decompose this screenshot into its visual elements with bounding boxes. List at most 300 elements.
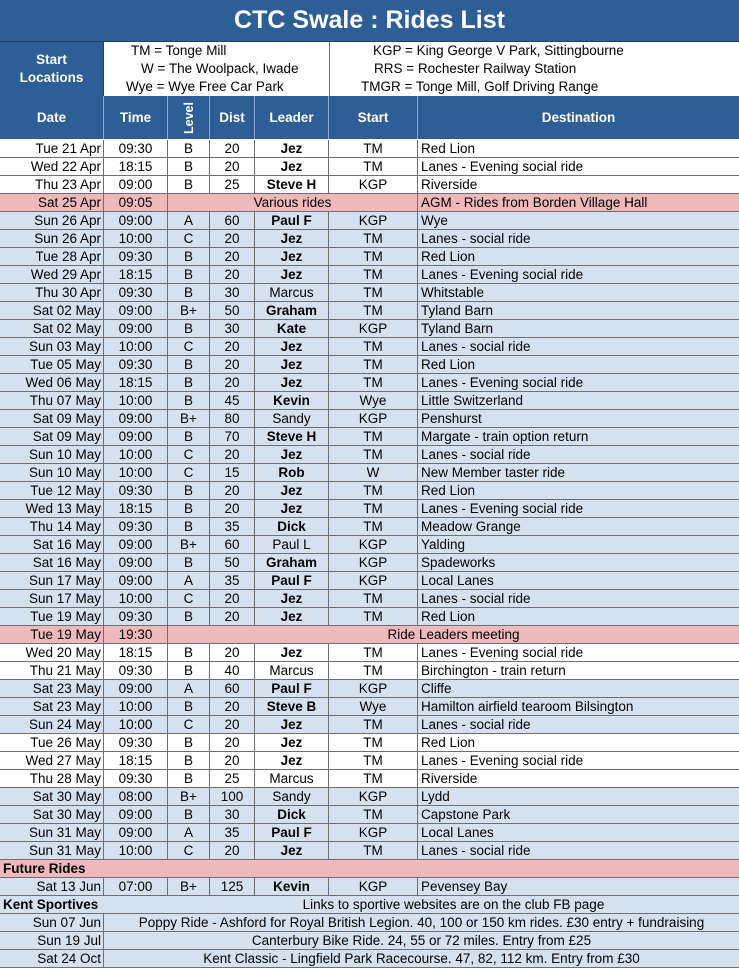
table-row bbox=[0, 644, 739, 662]
ride-distance: 20 bbox=[210, 140, 255, 157]
ride-destination: Lanes - Evening social ride bbox=[421, 753, 584, 768]
ride-level: C bbox=[168, 446, 210, 463]
table-row bbox=[0, 878, 739, 896]
ride-leader: Paul L bbox=[255, 536, 329, 553]
start-locations-label-line: Locations bbox=[19, 70, 84, 85]
ride-start: TM bbox=[329, 446, 418, 463]
table-row bbox=[0, 140, 739, 158]
ride-level: C bbox=[168, 842, 210, 859]
table-row bbox=[0, 554, 739, 572]
ride-date: Sun 26 Apr bbox=[0, 230, 104, 247]
ride-leader: Kevin bbox=[255, 392, 329, 409]
ride-time: 09:30 bbox=[104, 248, 168, 265]
ride-level: B bbox=[168, 320, 210, 337]
table-row bbox=[0, 338, 739, 356]
ride-leader: Paul F bbox=[255, 212, 329, 229]
ride-start: KGP bbox=[329, 410, 418, 427]
ride-distance: 35 bbox=[210, 518, 255, 535]
ride-distance: 35 bbox=[210, 824, 255, 841]
table-row bbox=[0, 518, 739, 536]
ride-date: Wed 13 May bbox=[0, 500, 104, 517]
ride-destination: Red Lion bbox=[421, 141, 476, 156]
ride-leader: Jez bbox=[255, 374, 329, 391]
ride-date: Sat 09 May bbox=[0, 428, 104, 445]
ride-start: KGP bbox=[329, 572, 418, 589]
location-legend-tmgr: TMGR = Tonge Mill, Golf Driving Range bbox=[361, 79, 599, 94]
ride-date: Thu 28 May bbox=[0, 770, 104, 787]
ride-leader: Jez bbox=[255, 338, 329, 355]
ride-time: 18:15 bbox=[104, 266, 168, 283]
ride-start: TM bbox=[329, 752, 418, 769]
ride-time: 09:00 bbox=[104, 320, 168, 337]
ride-date: Tue 21 Apr bbox=[0, 140, 104, 157]
ride-destination: Yalding bbox=[421, 537, 466, 552]
table-row bbox=[0, 176, 739, 194]
ride-start: TM bbox=[329, 338, 418, 355]
ride-time: 09:00 bbox=[104, 536, 168, 553]
ride-date: Sat 30 May bbox=[0, 806, 104, 823]
ride-destination: AGM - Rides from Borden Village Hall bbox=[421, 195, 648, 210]
page-title: CTC Swale : Rides List bbox=[0, 0, 739, 42]
ride-time: 10:00 bbox=[104, 842, 168, 859]
ride-date: Sun 10 May bbox=[0, 446, 104, 463]
ride-time: 18:15 bbox=[104, 500, 168, 517]
ride-leader: Jez bbox=[255, 752, 329, 769]
ride-start: TM bbox=[329, 518, 418, 535]
ride-time: 10:00 bbox=[104, 698, 168, 715]
ride-start: TM bbox=[329, 608, 418, 625]
ride-date: Tue 19 May bbox=[0, 608, 104, 625]
ride-leader: Paul F bbox=[255, 824, 329, 841]
ride-level: B bbox=[168, 554, 210, 571]
ride-distance: 20 bbox=[210, 266, 255, 283]
ride-event-note: Various rides bbox=[168, 194, 418, 211]
ride-level: A bbox=[168, 212, 210, 229]
ride-destination: Local Lanes bbox=[421, 825, 494, 840]
section-heading bbox=[0, 860, 739, 878]
ride-distance: 20 bbox=[210, 356, 255, 373]
ride-leader: Jez bbox=[255, 590, 329, 607]
table-row bbox=[0, 464, 739, 482]
ride-leader: Jez bbox=[255, 734, 329, 751]
ride-date: Thu 07 May bbox=[0, 392, 104, 409]
ride-destination: Whitstable bbox=[421, 285, 485, 300]
ride-date: Tue 26 May bbox=[0, 734, 104, 751]
ride-time: 09:30 bbox=[104, 284, 168, 301]
ride-date: Sat 02 May bbox=[0, 302, 104, 319]
start-locations-label bbox=[0, 42, 104, 96]
ride-date: Wed 27 May bbox=[0, 752, 104, 769]
ride-level: B+ bbox=[168, 302, 210, 319]
table-row bbox=[0, 230, 739, 248]
ride-destination: Spadeworks bbox=[421, 555, 496, 570]
ride-time: 10:00 bbox=[104, 392, 168, 409]
sportives-heading: Kent Sportives bbox=[3, 897, 99, 912]
ride-leader: Jez bbox=[255, 716, 329, 733]
ride-level: B+ bbox=[168, 788, 210, 805]
ride-distance: 60 bbox=[210, 212, 255, 229]
ride-distance: 25 bbox=[210, 770, 255, 787]
ride-date: Sun 10 May bbox=[0, 464, 104, 481]
table-row bbox=[0, 410, 739, 428]
ride-level: C bbox=[168, 590, 210, 607]
ride-start: TM bbox=[329, 734, 418, 751]
ride-level: A bbox=[168, 680, 210, 697]
ride-destination: Lanes - social ride bbox=[421, 843, 531, 858]
ride-time: 09:30 bbox=[104, 734, 168, 751]
table-row bbox=[0, 788, 739, 806]
ride-distance: 35 bbox=[210, 572, 255, 589]
ride-destination: Red Lion bbox=[421, 735, 476, 750]
ride-date: Thu 23 Apr bbox=[0, 176, 104, 193]
ride-start: KGP bbox=[329, 788, 418, 805]
ride-leader: Jez bbox=[255, 248, 329, 265]
ride-destination: Birchington - train return bbox=[421, 663, 566, 678]
ride-time: 09:05 bbox=[104, 194, 168, 211]
ride-date: Sat 30 May bbox=[0, 788, 104, 805]
ride-time: 09:00 bbox=[104, 680, 168, 697]
ride-time: 09:00 bbox=[104, 554, 168, 571]
sportive-date: Sun 07 Jun bbox=[0, 914, 104, 931]
ride-time: 18:15 bbox=[104, 158, 168, 175]
ride-leader: Kevin bbox=[255, 878, 329, 895]
ride-start: KGP bbox=[329, 176, 418, 193]
ride-distance: 60 bbox=[210, 680, 255, 697]
ride-leader: Sandy bbox=[255, 788, 329, 805]
ride-date: Sun 24 May bbox=[0, 716, 104, 733]
ride-event-note: Ride Leaders meeting bbox=[387, 627, 520, 642]
ride-date: Wed 29 Apr bbox=[0, 266, 104, 283]
ride-time: 09:00 bbox=[104, 410, 168, 427]
ride-distance: 25 bbox=[210, 176, 255, 193]
location-legend-rrs: RRS = Rochester Railway Station bbox=[374, 61, 577, 76]
ride-level: B bbox=[168, 662, 210, 679]
ride-level: B bbox=[168, 284, 210, 301]
ride-leader: Dick bbox=[255, 806, 329, 823]
ride-leader: Steve H bbox=[255, 428, 329, 445]
ride-time: 09:00 bbox=[104, 176, 168, 193]
table-row bbox=[0, 536, 739, 554]
ride-date: Tue 05 May bbox=[0, 356, 104, 373]
ride-leader: Jez bbox=[255, 482, 329, 499]
ride-destination: Red Lion bbox=[421, 483, 476, 498]
ride-start: Wye bbox=[329, 698, 418, 715]
ride-start: TM bbox=[329, 644, 418, 661]
ride-date: Sat 23 May bbox=[0, 698, 104, 715]
table-header bbox=[0, 96, 739, 139]
ride-distance: 70 bbox=[210, 428, 255, 445]
ride-leader: Jez bbox=[255, 500, 329, 517]
ride-leader: Jez bbox=[255, 230, 329, 247]
ride-time: 10:00 bbox=[104, 446, 168, 463]
ride-level: B bbox=[168, 158, 210, 175]
ride-leader: Jez bbox=[255, 356, 329, 373]
location-legend-tm: TM = Tonge Mill bbox=[131, 43, 227, 58]
ride-level: B bbox=[168, 752, 210, 769]
ride-leader: Jez bbox=[255, 266, 329, 283]
ride-date: Sat 02 May bbox=[0, 320, 104, 337]
table-row bbox=[0, 662, 739, 680]
ride-level: B bbox=[168, 356, 210, 373]
ride-start: TM bbox=[329, 266, 418, 283]
ride-level: B bbox=[168, 500, 210, 517]
ride-distance: 40 bbox=[210, 662, 255, 679]
table-row bbox=[0, 482, 739, 500]
table-row bbox=[0, 302, 739, 320]
ride-destination: Lanes - social ride bbox=[421, 591, 531, 606]
table-row bbox=[0, 680, 739, 698]
ride-leader: Jez bbox=[255, 644, 329, 661]
table-row bbox=[0, 626, 739, 644]
ride-leader: Paul F bbox=[255, 680, 329, 697]
ride-date: Tue 28 Apr bbox=[0, 248, 104, 265]
ride-leader: Graham bbox=[255, 302, 329, 319]
ride-start: TM bbox=[329, 356, 418, 373]
ride-destination: Lanes - Evening social ride bbox=[421, 375, 584, 390]
ride-time: 19:30 bbox=[104, 626, 168, 643]
table-row bbox=[0, 284, 739, 302]
ride-date: Wed 06 May bbox=[0, 374, 104, 391]
sportive-description: Canterbury Bike Ride. 24, 55 or 72 miles. Entry from £25 bbox=[251, 933, 592, 948]
start-locations-label-line: Start bbox=[36, 52, 67, 67]
ride-level: C bbox=[168, 716, 210, 733]
ride-start: TM bbox=[329, 428, 418, 445]
ride-destination: Red Lion bbox=[421, 249, 476, 264]
ride-destination: Tyland Barn bbox=[421, 303, 494, 318]
ride-distance: 50 bbox=[210, 554, 255, 571]
ride-distance: 20 bbox=[210, 734, 255, 751]
ride-date: Sun 26 Apr bbox=[0, 212, 104, 229]
ride-destination: Riverside bbox=[421, 177, 478, 192]
ride-leader: Marcus bbox=[255, 284, 329, 301]
ride-distance: 80 bbox=[210, 410, 255, 427]
table-row bbox=[0, 914, 739, 932]
ride-start: TM bbox=[329, 806, 418, 823]
table-row bbox=[0, 734, 739, 752]
table-row bbox=[0, 356, 739, 374]
ride-destination: Lanes - Evening social ride bbox=[421, 159, 584, 174]
ride-date: Sat 09 May bbox=[0, 410, 104, 427]
ride-start: KGP bbox=[329, 212, 418, 229]
header-dist: Dist bbox=[210, 96, 255, 139]
ride-leader: Kate bbox=[255, 320, 329, 337]
ride-leader: Paul F bbox=[255, 572, 329, 589]
ride-start: TM bbox=[329, 482, 418, 499]
ride-date: Sat 23 May bbox=[0, 680, 104, 697]
ride-destination: Pevensey Bay bbox=[421, 879, 508, 894]
header-level: Level bbox=[168, 96, 210, 139]
table-row bbox=[0, 320, 739, 338]
ride-level: B bbox=[168, 644, 210, 661]
table-row bbox=[0, 950, 739, 968]
ride-level: B+ bbox=[168, 410, 210, 427]
ride-start: TM bbox=[329, 374, 418, 391]
ride-time: 10:00 bbox=[104, 464, 168, 481]
ride-level: B bbox=[168, 428, 210, 445]
ride-date: Thu 30 Apr bbox=[0, 284, 104, 301]
ride-date: Sun 31 May bbox=[0, 824, 104, 841]
sportives-note: Links to sportive websites are on the club FB page bbox=[302, 897, 605, 912]
ride-distance: 20 bbox=[210, 716, 255, 733]
ride-level: B bbox=[168, 698, 210, 715]
ride-level: A bbox=[168, 824, 210, 841]
ride-level: B bbox=[168, 140, 210, 157]
ride-destination: Tyland Barn bbox=[421, 321, 494, 336]
ride-start: TM bbox=[329, 158, 418, 175]
ride-time: 18:15 bbox=[104, 644, 168, 661]
table-row bbox=[0, 446, 739, 464]
ride-time: 09:00 bbox=[104, 212, 168, 229]
ride-distance: 20 bbox=[210, 842, 255, 859]
ride-distance: 20 bbox=[210, 608, 255, 625]
ride-distance: 20 bbox=[210, 158, 255, 175]
ride-destination: Lanes - Evening social ride bbox=[421, 645, 584, 660]
ride-time: 08:00 bbox=[104, 788, 168, 805]
ride-date: Wed 22 Apr bbox=[0, 158, 104, 175]
table-row bbox=[0, 248, 739, 266]
ride-date: Sat 16 May bbox=[0, 536, 104, 553]
ride-destination: Penshurst bbox=[421, 411, 482, 426]
table-row bbox=[0, 572, 739, 590]
ride-destination: Meadow Grange bbox=[421, 519, 521, 534]
ride-leader: Steve B bbox=[255, 698, 329, 715]
ride-date: Sun 31 May bbox=[0, 842, 104, 859]
ride-leader: Sandy bbox=[255, 410, 329, 427]
ride-destination: Riverside bbox=[421, 771, 478, 786]
ride-start: TM bbox=[329, 302, 418, 319]
ride-date: Tue 19 May bbox=[0, 626, 104, 643]
ride-distance: 20 bbox=[210, 446, 255, 463]
ride-date: Wed 20 May bbox=[0, 644, 104, 661]
ride-time: 09:30 bbox=[104, 140, 168, 157]
ride-level: B bbox=[168, 734, 210, 751]
ride-time: 09:30 bbox=[104, 356, 168, 373]
ride-start: TM bbox=[329, 230, 418, 247]
ride-time: 09:30 bbox=[104, 518, 168, 535]
ride-level: C bbox=[168, 338, 210, 355]
table-row bbox=[0, 428, 739, 446]
ride-distance: 20 bbox=[210, 590, 255, 607]
ride-level: B bbox=[168, 392, 210, 409]
ride-date: Sat 13 Jun bbox=[0, 878, 104, 895]
ride-time: 09:00 bbox=[104, 806, 168, 823]
ride-leader: Steve H bbox=[255, 176, 329, 193]
ride-start: TM bbox=[329, 140, 418, 157]
header-time: Time bbox=[104, 96, 168, 139]
ride-start: TM bbox=[329, 662, 418, 679]
sportive-description: Kent Classic - Lingfield Park Racecourse. 47, 82, 112 km. Entry from £30 bbox=[203, 951, 640, 966]
ride-distance: 30 bbox=[210, 284, 255, 301]
table-row bbox=[0, 374, 739, 392]
ride-destination: Little Switzerland bbox=[421, 393, 524, 408]
ride-start: TM bbox=[329, 842, 418, 859]
sportive-date: Sun 19 Jul bbox=[0, 932, 104, 949]
ride-distance: 20 bbox=[210, 338, 255, 355]
ride-start: TM bbox=[329, 248, 418, 265]
ride-start: TM bbox=[329, 770, 418, 787]
ride-time: 10:00 bbox=[104, 338, 168, 355]
ride-time: 09:30 bbox=[104, 482, 168, 499]
ride-date: Sun 03 May bbox=[0, 338, 104, 355]
table-row bbox=[0, 824, 739, 842]
ride-level: B+ bbox=[168, 536, 210, 553]
table-row bbox=[0, 752, 739, 770]
location-legend-wye: Wye = Wye Free Car Park bbox=[126, 79, 284, 94]
ride-date: Tue 12 May bbox=[0, 482, 104, 499]
ride-time: 10:00 bbox=[104, 230, 168, 247]
ride-destination: Lanes - social ride bbox=[421, 447, 531, 462]
table-row bbox=[0, 500, 739, 518]
ride-distance: 125 bbox=[210, 878, 255, 895]
ride-start: KGP bbox=[329, 554, 418, 571]
ride-time: 09:30 bbox=[104, 608, 168, 625]
ride-start: TM bbox=[329, 284, 418, 301]
ride-start: KGP bbox=[329, 320, 418, 337]
ride-start: KGP bbox=[329, 680, 418, 697]
ride-leader: Jez bbox=[255, 446, 329, 463]
ride-level: B bbox=[168, 482, 210, 499]
ride-level: C bbox=[168, 230, 210, 247]
ride-destination: Wye bbox=[421, 213, 448, 228]
section-heading bbox=[0, 896, 739, 914]
ride-level: B bbox=[168, 248, 210, 265]
ride-level: A bbox=[168, 572, 210, 589]
ride-distance: 15 bbox=[210, 464, 255, 481]
ride-level: B bbox=[168, 176, 210, 193]
table-row bbox=[0, 194, 739, 212]
ride-date: Thu 14 May bbox=[0, 518, 104, 535]
ride-leader: Rob bbox=[255, 464, 329, 481]
ride-start: KGP bbox=[329, 824, 418, 841]
ride-time: 09:00 bbox=[104, 824, 168, 841]
future-rides-heading: Future Rides bbox=[3, 861, 86, 876]
ride-leader: Jez bbox=[255, 608, 329, 625]
ride-leader: Jez bbox=[255, 842, 329, 859]
header-leader: Leader bbox=[255, 96, 329, 139]
ride-time: 09:00 bbox=[104, 302, 168, 319]
ride-date: Sun 17 May bbox=[0, 572, 104, 589]
ride-destination: Hamilton airfield tearoom Bilsington bbox=[421, 699, 634, 714]
ride-leader: Jez bbox=[255, 158, 329, 175]
ride-time: 09:00 bbox=[104, 428, 168, 445]
ride-leader: Graham bbox=[255, 554, 329, 571]
ride-distance: 20 bbox=[210, 500, 255, 517]
table-row bbox=[0, 266, 739, 284]
ride-start: W bbox=[329, 464, 418, 481]
ride-distance: 100 bbox=[210, 788, 255, 805]
ride-start: TM bbox=[329, 500, 418, 517]
ride-distance: 50 bbox=[210, 302, 255, 319]
ride-time: 18:15 bbox=[104, 374, 168, 391]
location-legend-w: W = The Woolpack, Iwade bbox=[141, 61, 299, 76]
ride-leader: Marcus bbox=[255, 770, 329, 787]
ride-destination: Red Lion bbox=[421, 609, 476, 624]
ride-destination: Lanes - social ride bbox=[421, 717, 531, 732]
ride-leader: Jez bbox=[255, 140, 329, 157]
sportive-date: Sat 24 Oct bbox=[0, 950, 104, 967]
ride-destination: Lanes - social ride bbox=[421, 339, 531, 354]
ride-destination: Capstone Park bbox=[421, 807, 511, 822]
ride-time: 09:30 bbox=[104, 770, 168, 787]
ride-distance: 60 bbox=[210, 536, 255, 553]
ride-level: B bbox=[168, 518, 210, 535]
ride-time: 10:00 bbox=[104, 590, 168, 607]
ride-leader: Dick bbox=[255, 518, 329, 535]
ride-level: B bbox=[168, 770, 210, 787]
table-row bbox=[0, 842, 739, 860]
ride-level: C bbox=[168, 464, 210, 481]
ride-destination: Local Lanes bbox=[421, 573, 494, 588]
